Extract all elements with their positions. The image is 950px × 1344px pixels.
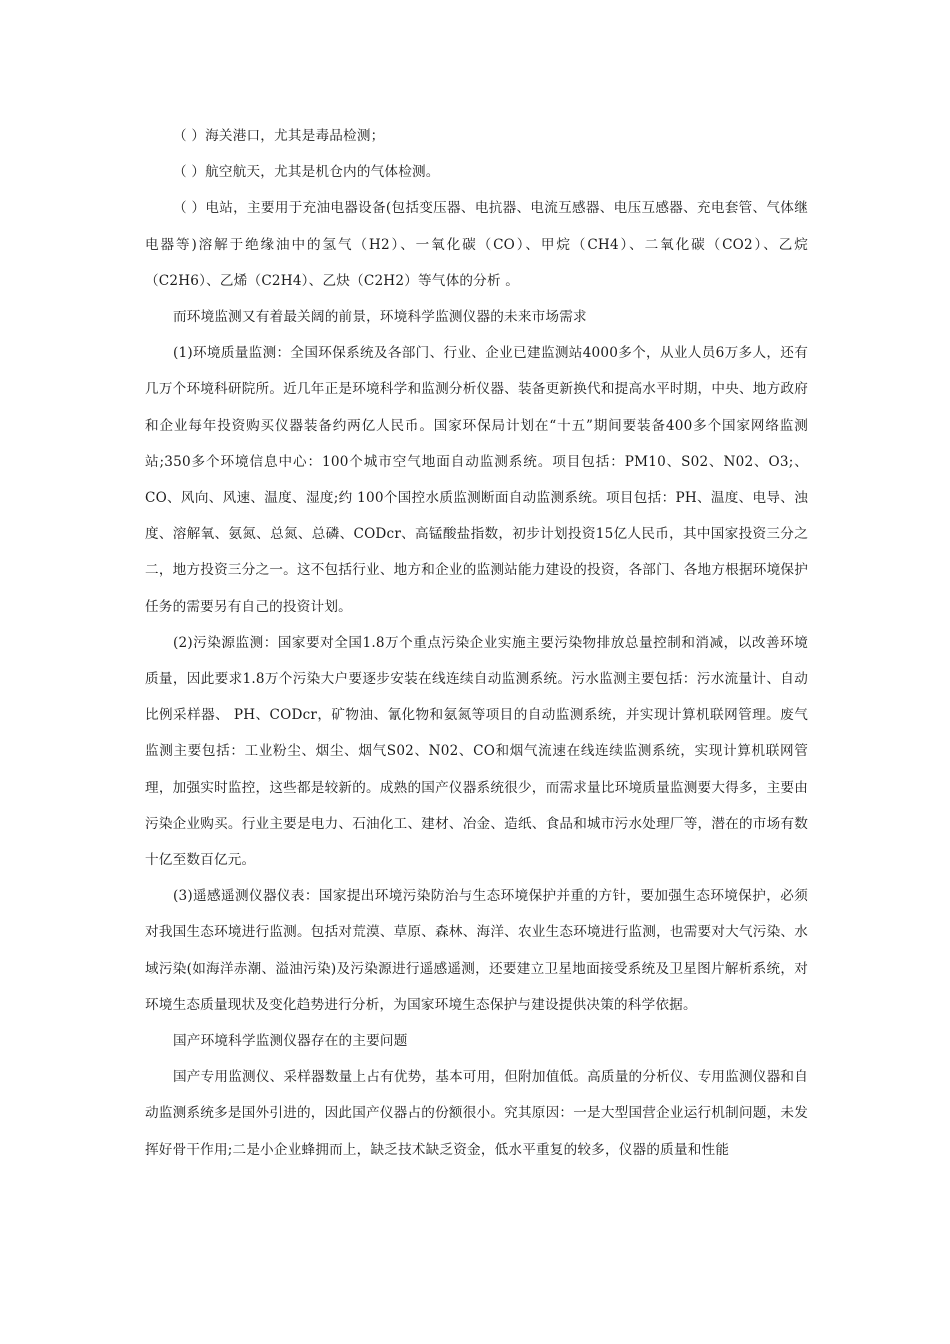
section-heading-main-problems: 国产环境科学监测仪器存在的主要问题 xyxy=(173,1033,408,1050)
paragraph-environment-quality-monitoring: (1)环境质量监测：全国环保系统及各部门、行业、企业已建监测站4000多个，从业人员6万多人，还有几万个环境科研院所。近几年正是环境科学和监测分析仪器、装备更新换代和提高水平时期，中央、地方政府和企业每年投资购买仪器装备约两亿人民币。国家环保局计划在“十五”期间要装备400多个国家网络监测站;350多个环境信息中心：100个城市空气地面自动监测系统。项目包括：PM10、S02、N02、O3;、CO、风向、风速、温度、湿度;约 100个国控水质监测断面自动监测系统。项目包括：PH、温度、电导、浊度、溶解氧、氨氮、总氮、总磷、CODcr、高锰酸盐指数，初步计划投资15亿人民币，其中国家投资三分之二，地方投资三分之一。这不包括行业、地方和企业的监测站能力建设的投资，各部门、各地方根据环境保护任务的需要另有自己的投资计划。 xyxy=(145,345,808,615)
paragraph-pollution-source-monitoring: (2)污染源监测：国家要对全国1.8万个重点污染企业实施主要污染物排放总量控制和消减，以改善环境质量，因此要求1.8万个污染大户要逐步安装在线连续自动监测系统。污水监测主要包括：污水流量计、自动比例采样器、 PH、CODcr，矿物油、氰化物和氨氮等项目的自动监测系统，并实现计算机联网管理。废气监测主要包括：工业粉尘、烟尘、烟气S02、N02、CO和烟气流速在线连续监测系统，实现计算机联网管理，加强实时监控，这些都是较新的。成熟的国产仪器系统很少，而需求量比环境质量监测要大得多，主要由污染企业购买。行业主要是电力、石油化工、建材、冶金、造纸、食品和城市污水处理厂等，潜在的市场有数十亿至数百亿元。 xyxy=(145,634,808,869)
document-page xyxy=(145,118,808,1168)
paragraph-domestic-instruments: 国产专用监测仪、采样器数量上占有优势，基本可用，但附加值低。高质量的分析仪、专用监测仪器和自动监测系统多是国外引进的，因此国产仪器占的份额很小。究其原因：一是大型国营企业运行机制问题，未发挥好骨干作用;二是小企业蜂拥而上，缺乏技术缺乏资金，低水平重复的较多，仪器的质量和性能 xyxy=(145,1069,808,1158)
paragraph-customs-ports: （ ）海关港口，尤其是毒品检测； xyxy=(173,128,385,144)
paragraph-power-station: （ ）电站，主要用于充油电器设备(包括变压器、电抗器、电流互感器、电压互感器、充电套管、气体继电器等)溶解于绝缘油中的氢气（H2）、一氧化碳（CO）、甲烷（CH4）、二氧化碳（CO2）、乙烷（C2H6）、乙烯（C2H4）、乙炔（C2H2）等气体的分析 。 xyxy=(145,200,808,289)
section-heading-environment-market: 而环境监测又有着最关阔的前景，环境科学监测仪器的未来市场需求 xyxy=(173,309,587,326)
paragraph-aerospace: （ ）航空航天，尤其是机仓内的气体检测。 xyxy=(173,164,440,181)
paragraph-remote-sensing: (3)遥感遥测仪器仪表：国家提出环境污染防治与生态环境保护并重的方针，要加强生态环境保护，必须对我国生态环境进行监测。包括对荒漠、草原、森林、海洋、农业生态环境进行监测，也需要对大气污染、水域污染(如海洋赤潮、溢油污染)及污染源进行遥感遥测，还要建立卫星地面接受系统及卫星图片解析系统，对环境生态质量现状及变化趋势进行分析，为国家环境生态保护与建设提供决策的科学依据。 xyxy=(145,888,808,1013)
